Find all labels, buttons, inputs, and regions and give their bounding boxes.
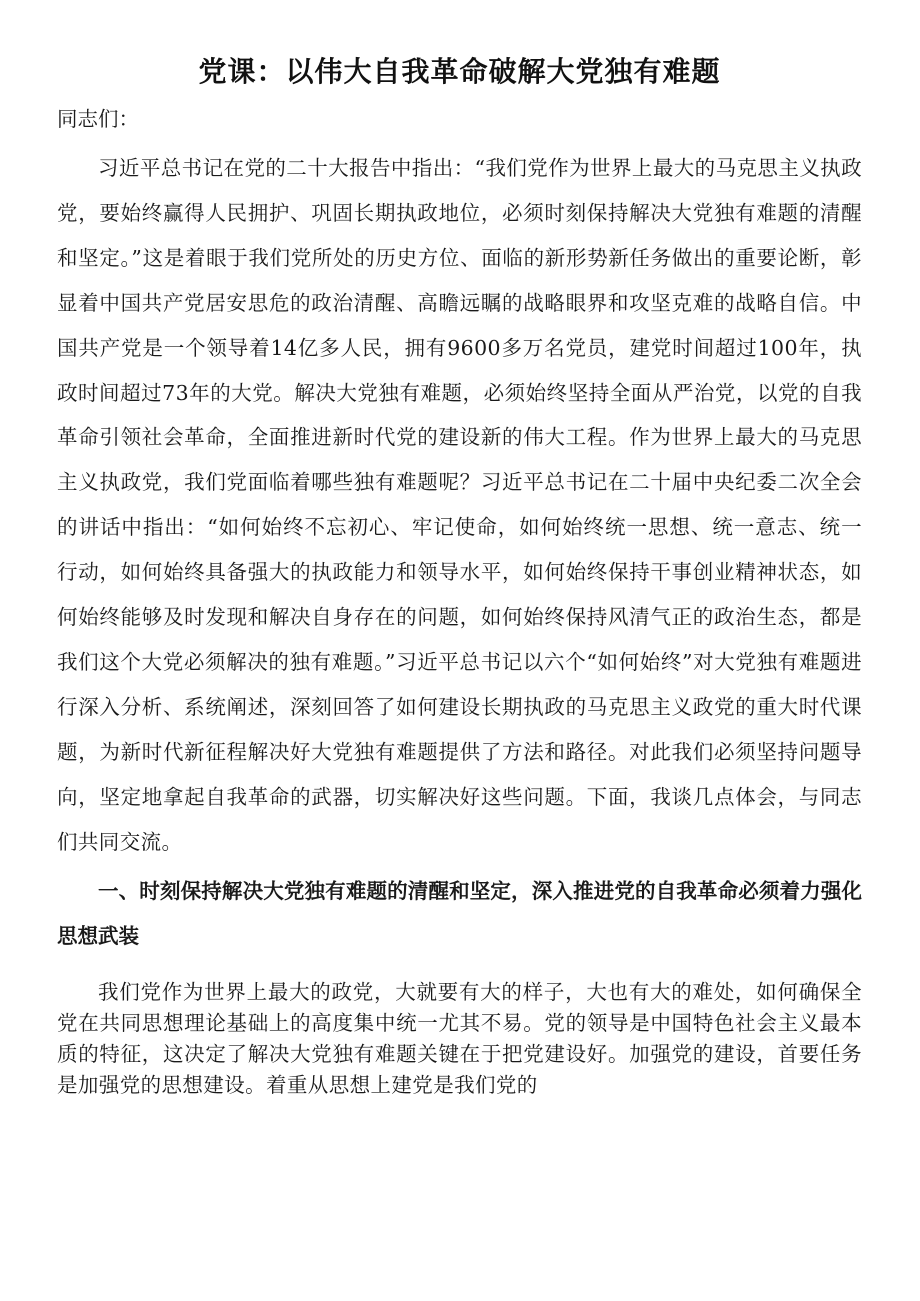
body-paragraph: 习近平总书记在党的二十大报告中指出：“我们党作为世界上最大的马克思主义执政党，要始终赢得人民拥护、巩固长期执政地位，必须时刻保持解决大党独有难题的清醒和坚定。”这是着眼于我们党所处的历史方位、面临的新形势新任务做出的重要论断，彰显着中国共产党居安思危的政治清醒、高瞻远瞩的战略眼界和攻坚克难的战略自信。中国共产党是一个领导着14亿多人民，拥有9600多万名党员，建党时间超过100年，执政时间超过73年的大党。解决大党独有难题，必须始终坚持全面从严治党，以党的自我革命引领社会革命，全面推进新时代党的建设新的伟大工程。作为世界上最大的马克思主义执政党，我们党面临着哪些独有难题呢？习近平总书记在二十届中央纪委二次全会的讲话中指出：“如何始终不忘初心、牢记使命，如何始终统一思想、统一意志、统一行动，如何始终具备强大的执政能力和领导水平，如何始终保持干事创业精神状态，如何始终能够及时发现和解决自身存在的问题，如何始终保持风清气正的政治生态，都是我们这个大党必须解决的独有难题。”习近平总书记以六个“如何始终”对大党独有难题进行深入分析、系统阐述，深刻回答了如何建设长期执政的马克思主义政党的重大时代课题，为新时代新征程解决好大党独有难题提供了方法和路径。对此我们必须坚持问题导向，坚定地拿起自我革命的武器，切实解决好这些问题。下面，我谈几点体会，与同志们共同交流。 bbox=[57, 156, 862, 854]
section-paragraph: 我们党作为世界上最大的政党，大就要有大的样子，大也有大的难处，如何确保全党在共同思想理论基础上的高度集中统一尤其不易。党的领导是中国特色社会主义最本质的特征，这决定了解决大党独有难题关键在于把党建设好。加强党的建设，首要任务是加强党的思想建设。着重从思想上建党是我们党的 bbox=[57, 979, 862, 1098]
section-heading: 一、时刻保持解决大党独有难题的清醒和坚定，深入推进党的自我革命必须着力强化思想武装 bbox=[57, 878, 862, 948]
salutation: 同志们： bbox=[57, 107, 139, 131]
document-title: 党课：以伟大自我革命破解大党独有难题 bbox=[198, 55, 721, 88]
